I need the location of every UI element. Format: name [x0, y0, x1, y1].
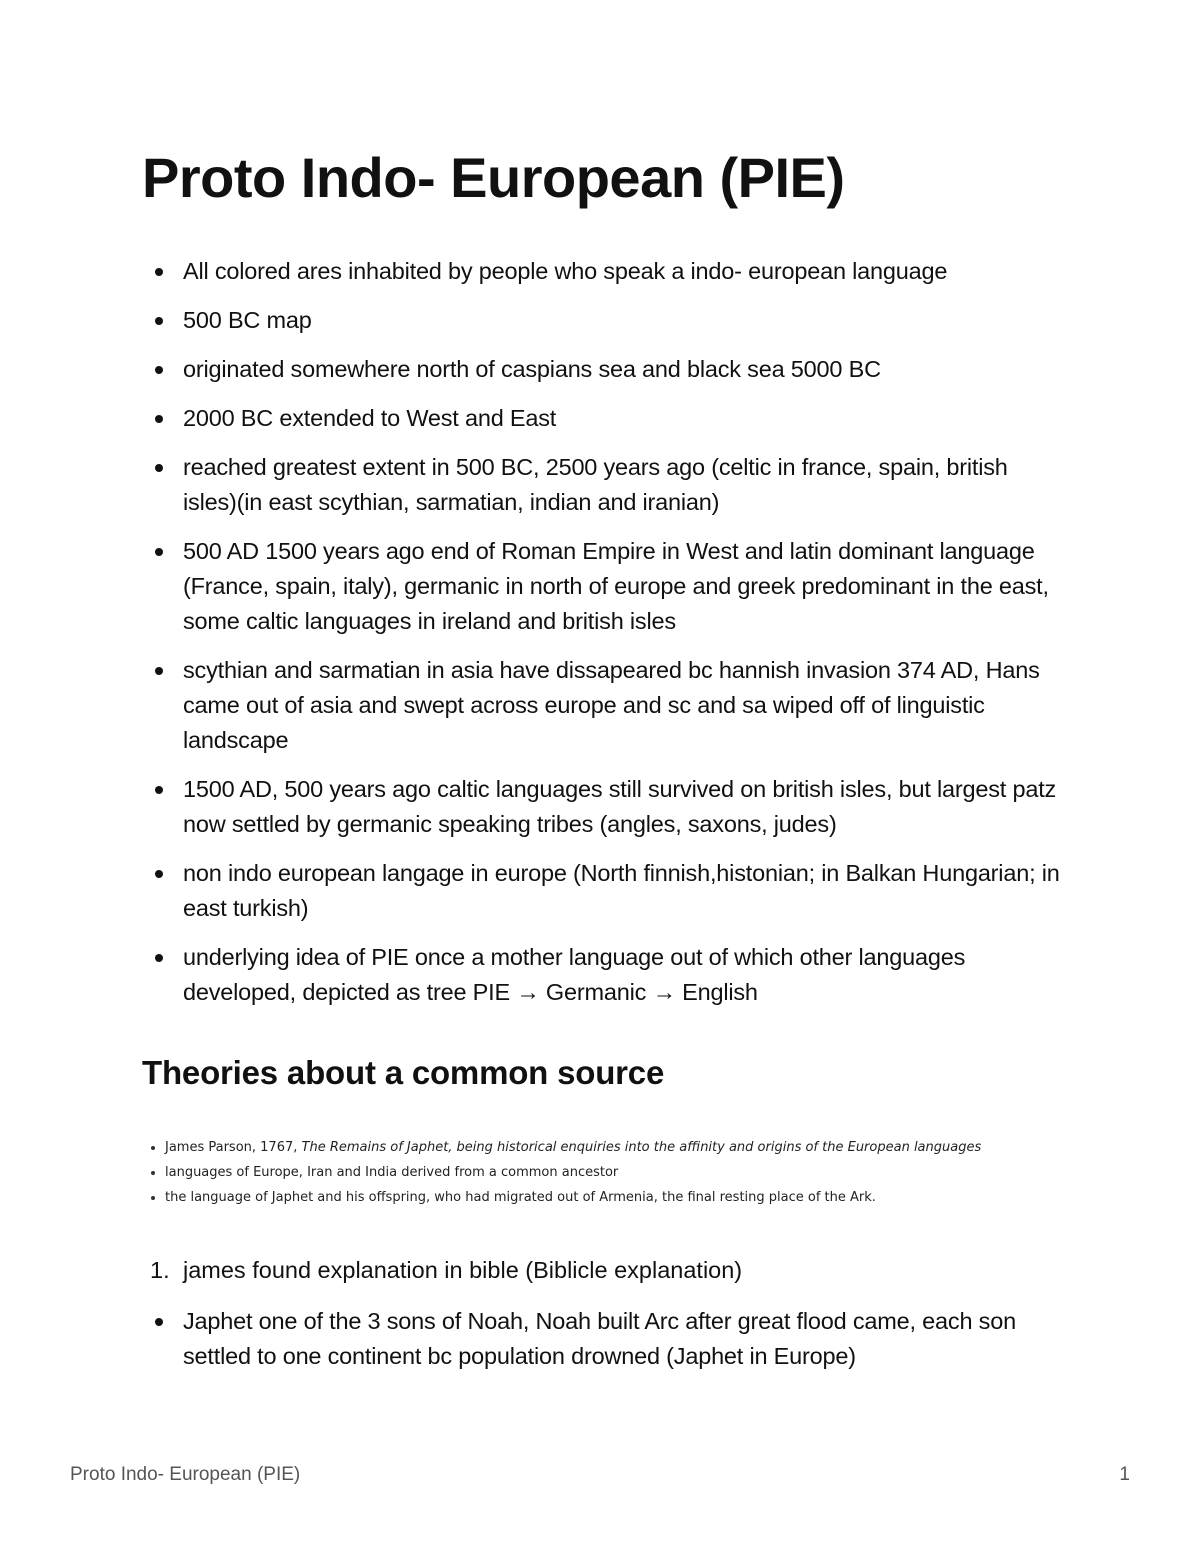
bullet-dot-icon	[155, 464, 163, 472]
numbered-item-text: james found explanation in bible (Biblicle explanation)	[183, 1257, 743, 1283]
bullet-dot-icon	[155, 268, 163, 276]
section-heading: Theories about a common source	[142, 1054, 665, 1091]
quote-item	[150, 1160, 1070, 1185]
bullet-dot-icon	[151, 1171, 155, 1175]
bullet-dot-icon	[155, 870, 163, 878]
page-title: Proto Indo- European (PIE)	[142, 146, 845, 209]
list-item-text: Japhet one of the 3 sons of Noah, Noah built Arc after great flood came, each son settled to one continent bc population drowned (Japhet in Europe)	[183, 1308, 1016, 1369]
item-number: 1.	[150, 1257, 170, 1283]
bullet-dot-icon	[151, 1196, 155, 1200]
list-item-text: All colored ares inhabited by people who speak a indo- european language	[183, 258, 948, 284]
bullet-dot-icon	[155, 954, 163, 962]
bullet-dot-icon	[155, 1318, 163, 1326]
list-item-text: 1500 AD, 500 years ago caltic languages still survived on british isles, but largest patz now settled by germanic speaking tribes (angles, saxons, judes)	[183, 776, 1057, 837]
list-item	[142, 303, 1062, 338]
quote-item	[150, 1135, 1070, 1160]
quote-item-prefix: James Parson, 1767,	[165, 1140, 302, 1155]
list-item	[142, 352, 1062, 387]
quote-item-text: languages of Europe, Iran and India derived from a common ancestor	[165, 1165, 619, 1180]
list-item-text: 2000 BC extended to West and East	[183, 405, 557, 431]
footer-title: Proto Indo- European (PIE)	[70, 1464, 301, 1485]
quote-item-text: the language of Japhet and his offspring, who had migrated out of Armenia, the final resting place of the Ark.	[165, 1190, 876, 1205]
bullet-dot-icon	[155, 317, 163, 325]
list-item-text: underlying idea of PIE once a mother language out of which other languages developed, depicted as tree PIE → Germanic → English	[183, 944, 966, 1005]
list-item	[142, 534, 1062, 639]
book-title: The Remains of Japhet, being historical enquiries into the affinity and origins of the European languages	[301, 1140, 982, 1155]
list-item-text: scythian and sarmatian in asia have dissapeared bc hannish invasion 374 AD, Hans came out of asia and swept across europe and sc and sa wiped off of linguistic landscape	[183, 657, 1040, 753]
quote-item	[150, 1185, 1070, 1210]
page-number: 1	[1119, 1464, 1130, 1485]
list-item	[142, 450, 1062, 520]
quoted-slide-list	[150, 1135, 1070, 1210]
list-item	[142, 940, 1062, 1010]
list-item	[142, 856, 1062, 926]
list-item	[142, 653, 1062, 758]
list-item-text: non indo european langage in europe (North finnish,histonian; in Balkan Hungarian; in east turkish)	[183, 860, 1060, 921]
list-item	[142, 772, 1062, 842]
bullet-dot-icon	[155, 786, 163, 794]
bullet-dot-icon	[155, 415, 163, 423]
list-item	[142, 1304, 1062, 1374]
bullet-dot-icon	[155, 667, 163, 675]
secondary-bullet-list	[142, 1304, 1062, 1388]
numbered-item	[142, 1253, 742, 1288]
list-item-text: originated somewhere north of caspians sea and black sea 5000 BC	[183, 356, 881, 382]
list-item	[142, 401, 1062, 436]
list-item-text: 500 AD 1500 years ago end of Roman Empire in West and latin dominant language (France, spain, italy), germanic in north of europe and greek predominant in the east, some caltic languages in ireland and british isles	[183, 538, 1049, 634]
list-item	[142, 254, 1062, 289]
list-item-text: 500 BC map	[183, 307, 312, 333]
list-item-text: reached greatest extent in 500 BC, 2500 years ago (celtic in france, spain, british isles)(in east scythian, sarmatian, indian and iranian)	[183, 454, 1008, 515]
bullet-dot-icon	[155, 548, 163, 556]
bullet-dot-icon	[151, 1146, 155, 1150]
numbered-list	[142, 1253, 742, 1288]
bullet-dot-icon	[155, 366, 163, 374]
main-bullet-list	[142, 254, 1062, 1024]
